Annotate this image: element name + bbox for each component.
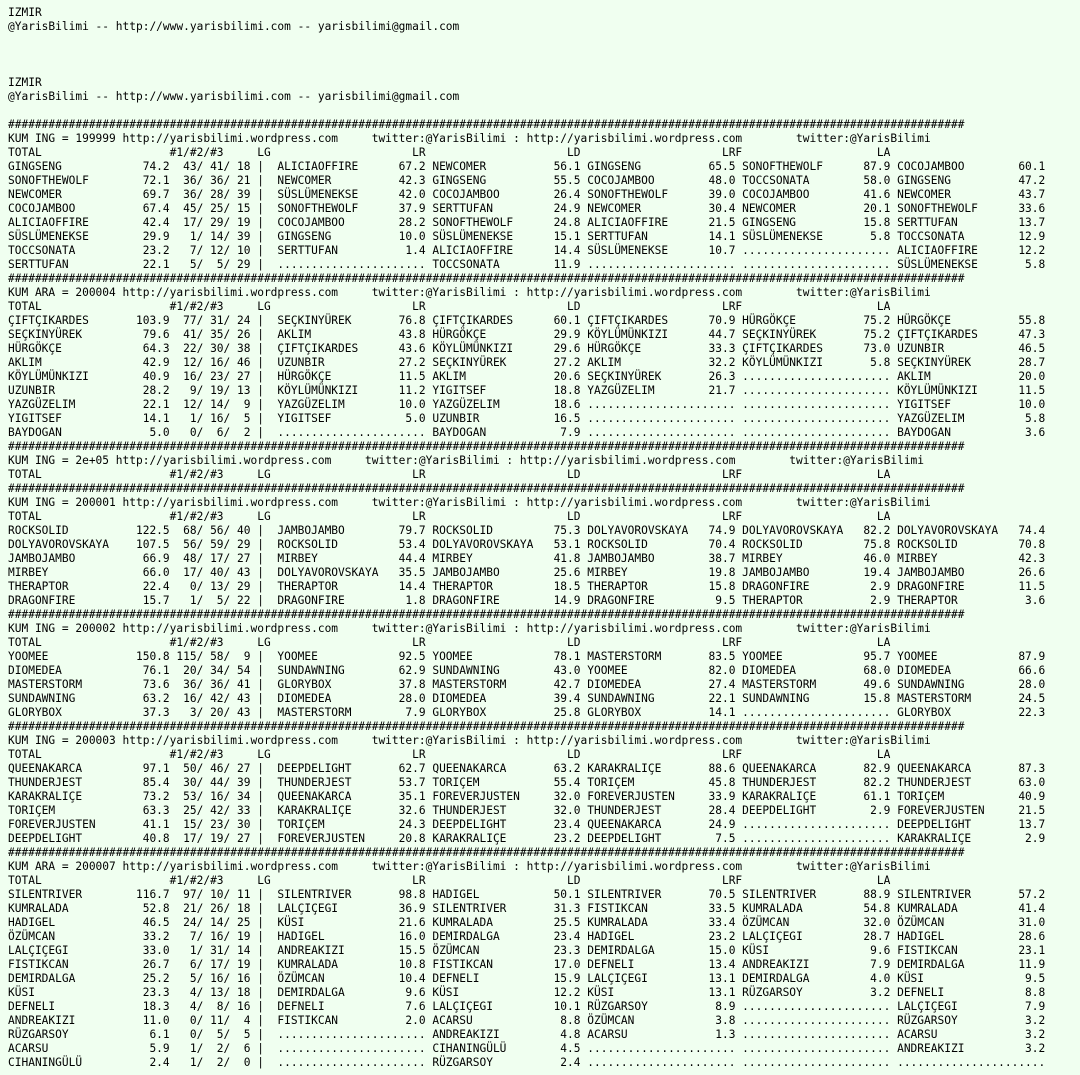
race-section bbox=[8, 608, 1080, 720]
race-section bbox=[8, 440, 1080, 482]
result-row: DOLYAVOROVSKAYA 107.5 56/ 59/ 29 | ROCKSOLID 53.4 DOLYAVOROVSKAYA 53.1 ROCKSOLID 70.4 ROCKSOLID 75.8 ROCKSOLID 70.8 bbox=[8, 538, 1046, 551]
section-separator: ############################################################################################################################################## bbox=[8, 118, 965, 131]
result-row: ROCKSOLID 122.5 68/ 56/ 40 | JAMBOJAMBO 79.7 ROCKSOLID 75.3 DOLYAVOROVSKAYA 74.9 DOLYAVOROVSKAYA 82.2 DOLYAVOROVSKAYA 74.4 bbox=[8, 524, 1046, 537]
result-row: ANDREAKIZI 11.0 0/ 11/ 4 | FISTIKCAN 2.0 ACARSU 8.8 ÖZÜMCAN 3.8 ...................... RÜZGARSOY 3.2 bbox=[8, 1014, 1046, 1027]
result-row: SILENTRIVER 116.7 97/ 10/ 11 | SILENTRIVER 98.8 HADIGEL 50.1 SILENTRIVER 70.5 SILENTRIVER 88.9 SILENTRIVER 57.2 bbox=[8, 888, 1046, 901]
result-row: THUNDERJEST 85.4 30/ 44/ 39 | THUNDERJEST 53.7 TORIÇEM 55.4 TORIÇEM 45.8 THUNDERJEST 82.2 THUNDERJEST 63.0 bbox=[8, 776, 1046, 789]
section-separator: ############################################################################################################################################## bbox=[8, 846, 965, 859]
column-headers: TOTAL #1/#2/#3 LG LR LD LRF LA bbox=[8, 748, 891, 761]
race-title: KUM ARA = 200004 http://yarisbilimi.wordpress.com twitter:@YarisBilimi : http://yarisbilimi.wordpress.com twitter:@YarisBilimi bbox=[8, 286, 931, 299]
result-row: AKLIM 42.9 12/ 16/ 46 | UZUNBIR 27.2 SEÇKINYÜREK 27.2 AKLIM 32.2 KÖYLÜMÜNKIZI 5.8 SEÇKINYÜREK 28.7 bbox=[8, 356, 1046, 369]
result-row: UZUNBIR 28.2 9/ 19/ 13 | KÖYLÜMÜNKIZI 11.2 YIGITSEF 18.8 YAZGÜZELIM 21.7 ...................... KÖYLÜMÜNKIZI 11.5 bbox=[8, 384, 1046, 397]
race-section bbox=[8, 846, 1080, 1070]
column-headers: TOTAL #1/#2/#3 LG LR LD LRF LA bbox=[8, 510, 891, 523]
race-title: KUM ING = 200001 http://yarisbilimi.wordpress.com twitter:@YarisBilimi : http://yarisbilimi.wordpress.com twitter:@YarisBilimi bbox=[8, 496, 931, 509]
header-city: IZMIR bbox=[8, 6, 42, 19]
result-row: RÜZGARSOY 6.1 0/ 5/ 5 | ...................... ANDREAKIZI 4.8 ACARSU 1.3 ...................... ACARSU 3.2 bbox=[8, 1028, 1046, 1041]
section-separator: ############################################################################################################################################## bbox=[8, 272, 965, 285]
result-row: DEFNELI 18.3 4/ 8/ 16 | DEFNELI 7.6 LALÇIÇEGI 10.1 RÜZGARSOY 8.9 ...................... LALÇIÇEGI 7.9 bbox=[8, 1000, 1046, 1013]
column-headers: TOTAL #1/#2/#3 LG LR LD LRF LA bbox=[8, 468, 891, 481]
column-headers: TOTAL #1/#2/#3 LG LR LD LRF LA bbox=[8, 874, 891, 887]
result-row: FOREVERJUSTEN 41.1 15/ 23/ 30 | TORIÇEM 24.3 DEEPDELIGHT 23.4 QUEENAKARCA 24.9 ...................... DEEPDELIGHT 13.7 bbox=[8, 818, 1046, 831]
result-row: KUMRALADA 52.8 21/ 26/ 18 | LALÇIÇEGI 36.9 SILENTRIVER 31.3 FISTIKCAN 33.5 KUMRALADA 54.8 KUMRALADA 41.4 bbox=[8, 902, 1046, 915]
section-separator: ############################################################################################################################################## bbox=[8, 482, 965, 495]
result-row: TOCCSONATA 23.2 7/ 12/ 10 | SERTTUFAN 1.4 ALICIAOFFIRE 14.4 SÜSLÜMENEKSE 10.7 ...................... ALICIAOFFIRE 12.2 bbox=[8, 244, 1046, 257]
header-contact: @YarisBilimi -- http://www.yarisbilimi.com -- yarisbilimi@gmail.com bbox=[8, 90, 460, 103]
result-row: DEEPDELIGHT 40.8 17/ 19/ 27 | FOREVERJUSTEN 20.8 KARAKRALIÇE 23.2 DEEPDELIGHT 7.5 ...................... KARAKRALIÇE 2.9 bbox=[8, 832, 1046, 845]
result-row: THERAPTOR 22.4 0/ 13/ 29 | THERAPTOR 14.4 THERAPTOR 18.5 THERAPTOR 15.8 DRAGONFIRE 2.9 DRAGONFIRE 11.5 bbox=[8, 580, 1046, 593]
column-headers: TOTAL #1/#2/#3 LG LR LD LRF LA bbox=[8, 636, 891, 649]
header-contact: @YarisBilimi -- http://www.yarisbilimi.com -- yarisbilimi@gmail.com bbox=[8, 20, 460, 33]
result-row: YOOMEE 150.8 115/ 58/ 9 | YOOMEE 92.5 YOOMEE 78.1 MASTERSTORM 83.5 YOOMEE 95.7 YOOMEE 87.9 bbox=[8, 650, 1046, 663]
result-row: BAYDOGAN 5.0 0/ 6/ 2 | ...................... BAYDOGAN 7.9 ...................... ...................... BAYDOGAN 3.6 bbox=[8, 426, 1046, 439]
result-row: SERTTUFAN 22.1 5/ 5/ 29 | ...................... TOCCSONATA 11.9 ...................... ...................... SÜSLÜMENEKSE 5.8 bbox=[8, 258, 1046, 271]
result-row: KARAKRALIÇE 73.2 53/ 16/ 34 | QUEENAKARCA 35.1 FOREVERJUSTEN 32.0 FOREVERJUSTEN 33.9 KARAKRALIÇE 61.1 TORIÇEM 40.9 bbox=[8, 790, 1046, 803]
result-row: LALÇIÇEGI 33.0 1/ 31/ 14 | ANDREAKIZI 15.5 ÖZÜMCAN 23.3 DEMIRDALGA 15.0 KÜSI 9.6 FISTIKCAN 23.1 bbox=[8, 944, 1046, 957]
section-separator: ############################################################################################################################################## bbox=[8, 440, 965, 453]
result-row: DEMIRDALGA 25.2 5/ 16/ 16 | ÖZÜMCAN 10.4 DEFNELI 15.9 LALÇIÇEGI 13.1 DEMIRDALGA 4.0 KÜSI 9.5 bbox=[8, 972, 1046, 985]
result-row: HADIGEL 46.5 24/ 14/ 25 | KÜSI 21.6 KUMRALADA 25.5 KUMRALADA 33.4 ÖZÜMCAN 32.0 ÖZÜMCAN 31.0 bbox=[8, 916, 1046, 929]
result-row: QUEENAKARCA 97.1 50/ 46/ 27 | DEEPDELIGHT 62.7 QUEENAKARCA 63.2 KARAKRALIÇE 88.6 QUEENAKARCA 82.9 QUEENAKARCA 87.3 bbox=[8, 762, 1046, 775]
section-separator: ############################################################################################################################################## bbox=[8, 608, 965, 621]
race-section bbox=[8, 272, 1080, 440]
race-title: KUM ARA = 200007 http://yarisbilimi.wordpress.com twitter:@YarisBilimi : http://yarisbilimi.wordpress.com twitter:@YarisBilimi bbox=[8, 860, 931, 873]
race-section bbox=[8, 720, 1080, 846]
result-row: COCOJAMBOO 67.4 45/ 25/ 15 | SONOFTHEWOLF 37.9 SERTTUFAN 24.9 NEWCOMER 30.4 NEWCOMER 20.1 SONOFTHEWOLF 33.6 bbox=[8, 202, 1046, 215]
result-row: NEWCOMER 69.7 36/ 28/ 39 | SÜSLÜMENEKSE 42.0 COCOJAMBOO 26.4 SONOFTHEWOLF 39.0 COCOJAMBOO 41.6 NEWCOMER 43.7 bbox=[8, 188, 1046, 201]
result-row: SEÇKINYÜREK 79.6 41/ 35/ 26 | AKLIM 43.8 HÜRGÖKÇE 29.9 KÖYLÜMÜNKIZI 44.7 SEÇKINYÜREK 75.2 ÇIFTÇIKARDES 47.3 bbox=[8, 328, 1046, 341]
result-row: DRAGONFIRE 15.7 1/ 5/ 22 | DRAGONFIRE 1.8 DRAGONFIRE 14.9 DRAGONFIRE 9.5 THERAPTOR 2.9 THERAPTOR 3.6 bbox=[8, 594, 1046, 607]
result-row: ALICIAOFFIRE 42.4 17/ 29/ 19 | COCOJAMBOO 28.2 SONOFTHEWOLF 24.8 ALICIAOFFIRE 21.5 GINGSENG 15.8 SERTTUFAN 13.7 bbox=[8, 216, 1046, 229]
result-row: DIOMEDEA 76.1 20/ 34/ 54 | SUNDAWNING 62.9 SUNDAWNING 43.0 YOOMEE 82.0 DIOMEDEA 68.0 DIOMEDEA 66.6 bbox=[8, 664, 1046, 677]
column-headers: TOTAL #1/#2/#3 LG LR LD LRF LA bbox=[8, 300, 891, 313]
header-block-2 bbox=[8, 76, 1080, 104]
race-title: KUM ING = 200002 http://yarisbilimi.wordpress.com twitter:@YarisBilimi : http://yarisbilimi.wordpress.com twitter:@YarisBilimi bbox=[8, 622, 931, 635]
result-row: TORIÇEM 63.3 25/ 42/ 33 | KARAKRALIÇE 32.6 THUNDERJEST 32.0 THUNDERJEST 28.4 DEEPDELIGHT 2.9 FOREVERJUSTEN 21.5 bbox=[8, 804, 1046, 817]
race-sections bbox=[8, 118, 1080, 1070]
race-title: KUM ING = 200003 http://yarisbilimi.wordpress.com twitter:@YarisBilimi : http://yarisbilimi.wordpress.com twitter:@YarisBilimi bbox=[8, 734, 931, 747]
result-row: YIGITSEF 14.1 1/ 16/ 5 | YIGITSEF 5.0 UZUNBIR 16.5 ...................... ...................... YAZGÜZELIM 5.8 bbox=[8, 412, 1046, 425]
section-separator: ############################################################################################################################################## bbox=[8, 720, 965, 733]
result-row: SONOFTHEWOLF 72.1 36/ 36/ 21 | NEWCOMER 42.3 GINGSENG 55.5 COCOJAMBOO 48.0 TOCCSONATA 58.0 GINGSENG 47.2 bbox=[8, 174, 1046, 187]
header-block-1 bbox=[8, 6, 1080, 34]
result-row: MIRBEY 66.0 17/ 40/ 43 | DOLYAVOROVSKAYA 35.5 JAMBOJAMBO 25.6 MIRBEY 19.8 JAMBOJAMBO 19.4 JAMBOJAMBO 26.6 bbox=[8, 566, 1046, 579]
result-row: YAZGÜZELIM 22.1 12/ 14/ 9 | YAZGÜZELIM 10.0 YAZGÜZELIM 18.6 ...................... ...................... YIGITSEF 10.0 bbox=[8, 398, 1046, 411]
header-city: IZMIR bbox=[8, 76, 42, 89]
result-row: ACARSU 5.9 1/ 2/ 6 | ...................... CIHANINGÜLÜ 4.5 ...................... ...................... ANDREAKIZI 3.2 bbox=[8, 1042, 1046, 1055]
race-title: KUM ING = 2e+05 http://yarisbilimi.wordpress.com twitter:@YarisBilimi : http://yarisbilimi.wordpress.com twitter:@YarisBilimi bbox=[8, 454, 925, 467]
result-row: SUNDAWNING 63.2 16/ 42/ 43 | DIOMEDEA 28.0 DIOMEDEA 39.4 SUNDAWNING 22.1 SUNDAWNING 15.8 MASTERSTORM 24.5 bbox=[8, 692, 1046, 705]
result-row: FISTIKCAN 26.7 6/ 17/ 19 | KUMRALADA 10.8 FISTIKCAN 17.0 DEFNELI 13.4 ANDREAKIZI 7.9 DEMIRDALGA 11.9 bbox=[8, 958, 1046, 971]
result-row: SÜSLÜMENEKSE 29.9 1/ 14/ 39 | GINGSENG 10.0 SÜSLÜMENEKSE 15.1 SERTTUFAN 14.1 SÜSLÜMENEKSE 5.8 TOCCSONATA 12.9 bbox=[8, 230, 1046, 243]
result-row: KÜSI 23.3 4/ 13/ 18 | DEMIRDALGA 9.6 KÜSI 12.2 KÜSI 13.1 RÜZGARSOY 3.2 DEFNELI 8.8 bbox=[8, 986, 1046, 999]
result-row: MASTERSTORM 73.6 36/ 36/ 41 | GLORYBOX 37.8 MASTERSTORM 42.7 DIOMEDEA 27.4 MASTERSTORM 49.6 SUNDAWNING 28.0 bbox=[8, 678, 1046, 691]
race-title: KUM ING = 199999 http://yarisbilimi.wordpress.com twitter:@YarisBilimi : http://yarisbilimi.wordpress.com twitter:@YarisBilimi bbox=[8, 132, 931, 145]
result-row: GINGSENG 74.2 43/ 41/ 18 | ALICIAOFFIRE 67.2 NEWCOMER 56.1 GINGSENG 65.5 SONOFTHEWOLF 87.9 COCOJAMBOO 60.1 bbox=[8, 160, 1046, 173]
result-row: HÜRGÖKÇE 64.3 22/ 30/ 38 | ÇIFTÇIKARDES 43.6 KÖYLÜMÜNKIZI 29.6 HÜRGÖKÇE 33.3 ÇIFTÇIKARDES 73.0 UZUNBIR 46.5 bbox=[8, 342, 1046, 355]
race-section bbox=[8, 482, 1080, 608]
result-row: ÇIFTÇIKARDES 103.9 77/ 31/ 24 | SEÇKINYÜREK 76.8 ÇIFTÇIKARDES 60.1 ÇIFTÇIKARDES 70.9 HÜRGÖKÇE 75.2 HÜRGÖKÇE 55.8 bbox=[8, 314, 1046, 327]
race-section bbox=[8, 118, 1080, 272]
result-row: KÖYLÜMÜNKIZI 40.9 16/ 23/ 27 | HÜRGÖKÇE 11.5 AKLIM 20.6 SEÇKINYÜREK 26.3 ...................... AKLIM 20.0 bbox=[8, 370, 1046, 383]
result-row: JAMBOJAMBO 66.9 48/ 17/ 27 | MIRBEY 44.4 MIRBEY 41.8 JAMBOJAMBO 38.7 MIRBEY 46.0 MIRBEY 42.3 bbox=[8, 552, 1046, 565]
column-headers: TOTAL #1/#2/#3 LG LR LD LRF LA bbox=[8, 146, 891, 159]
result-row: CIHANINGÜLÜ 2.4 1/ 2/ 0 | ...................... RÜZGARSOY 2.4 ...................... ...................... ...................... bbox=[8, 1056, 1046, 1069]
result-row: ÖZÜMCAN 33.2 7/ 16/ 19 | HADIGEL 16.0 DEMIRDALGA 23.4 HADIGEL 23.2 LALÇIÇEGI 28.7 HADIGEL 28.6 bbox=[8, 930, 1046, 943]
result-row: GLORYBOX 37.3 3/ 20/ 43 | MASTERSTORM 7.9 GLORYBOX 25.8 GLORYBOX 14.1 ...................... GLORYBOX 22.3 bbox=[8, 706, 1046, 719]
